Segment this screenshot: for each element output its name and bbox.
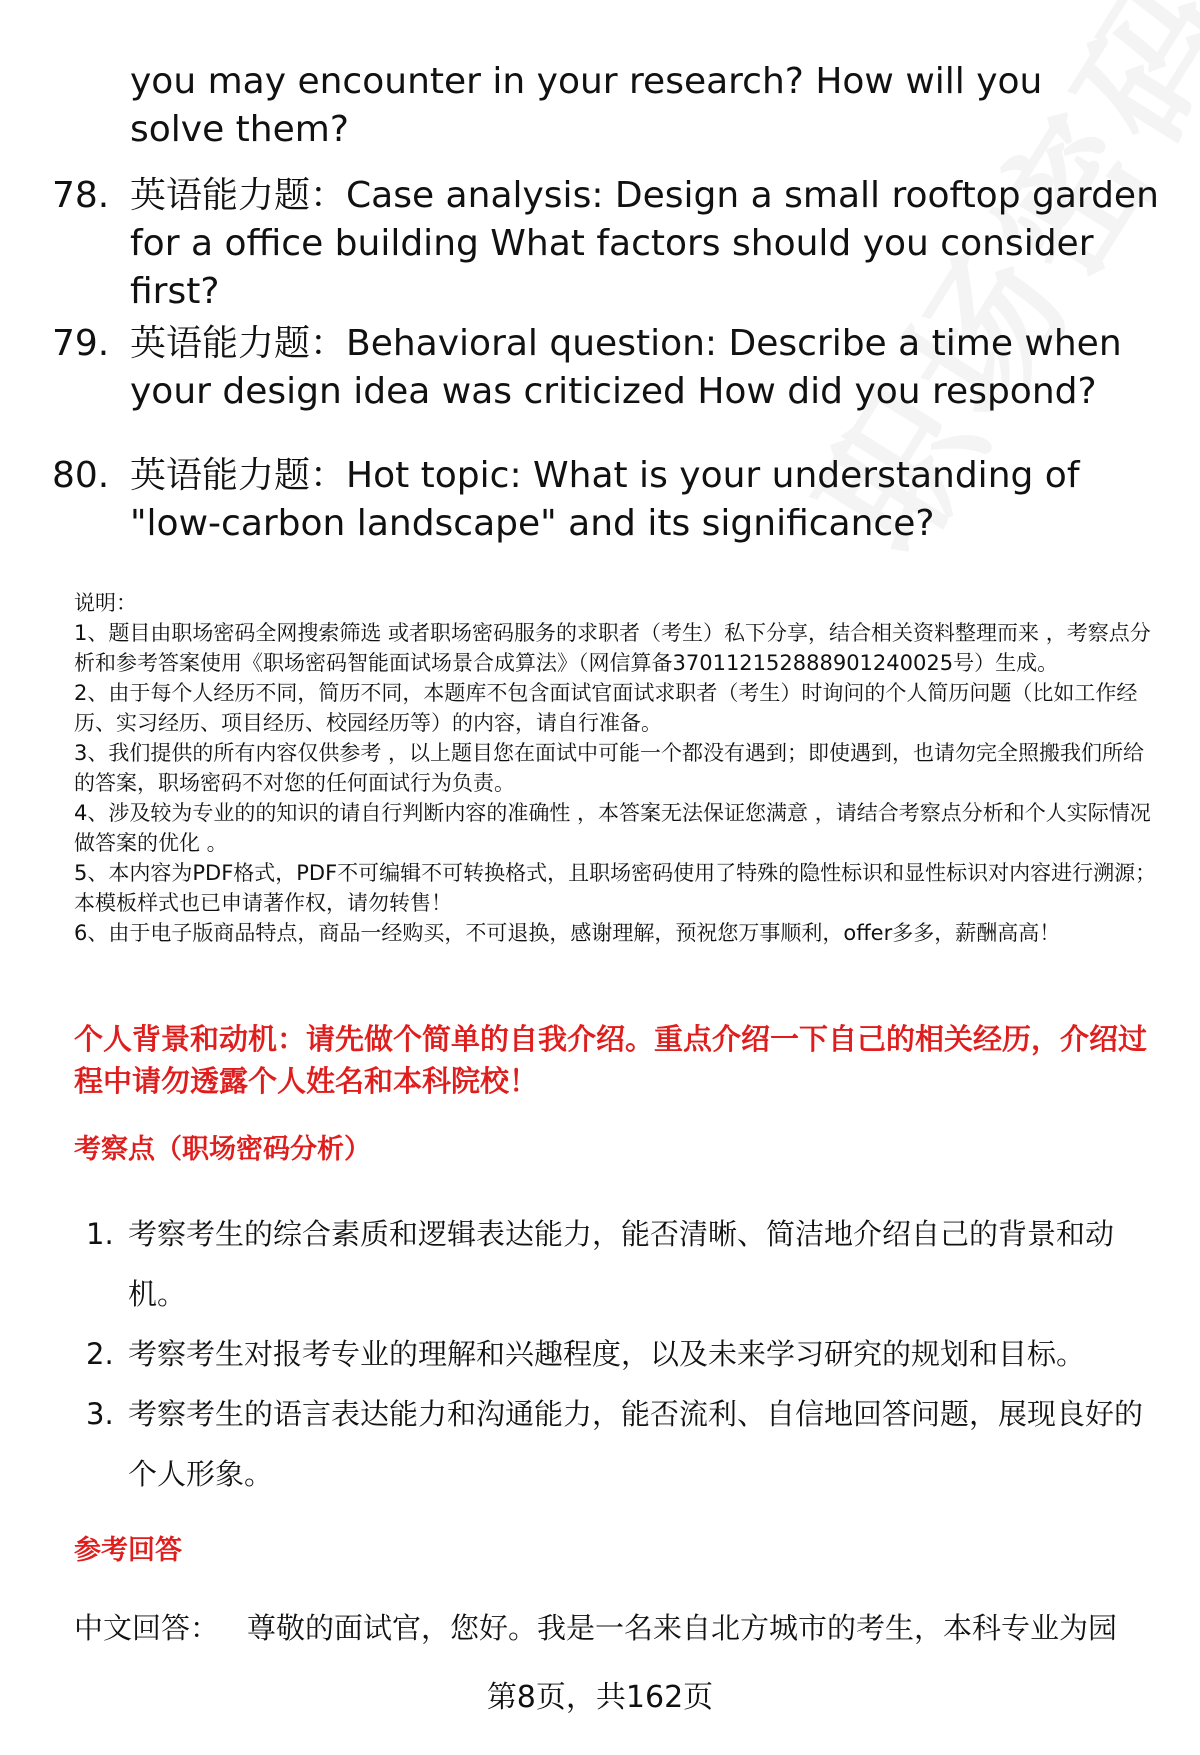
analysis-point-number: 1. — [86, 1217, 114, 1251]
question-number: 78. — [52, 175, 110, 216]
answer-paragraph — [74, 1606, 1154, 1650]
reference-heading: 参考回答 — [74, 1535, 182, 1566]
section-title: 个人背景和动机：请先做个简单的自我介绍。重点介绍一下自己的相关经历，介绍过程中请勿透露个人姓名和本科院校！ — [74, 1022, 1148, 1098]
question-number: 79. — [52, 323, 110, 364]
analysis-heading: 考察点（职场密码分析） — [74, 1134, 371, 1165]
question-text — [130, 172, 1160, 316]
question-prefix: 英语能力题： — [130, 323, 347, 364]
note-item: 2、由于每个人经历不同，简历不同，本题库不包含面试官面试求职者（考生）时询问的个人简历问题（比如工作经历、实习经历、项目经历、校园经历等）的内容，请自行准备。 — [74, 681, 1138, 735]
answer-text: 尊敬的面试官，您好。我是一名来自北方城市的考生，本科专业为园 — [247, 1611, 1118, 1645]
analysis-point-text: 考察考生的语言表达能力和沟通能力，能否流利、自信地回答问题，展现良好的个人形象。 — [128, 1397, 1144, 1491]
question-number: 80. — [52, 455, 110, 496]
note-item: 1、题目由职场密码全网搜索筛选 或者职场密码服务的求职者（考生）私下分享，结合相关资料整理而来 ，考察点分析和参考答案使用《职场密码智能面试场景合成算法》（网信算备370112152888901240025号）生成。 — [74, 621, 1151, 675]
question-prefix: 英语能力题： — [130, 455, 347, 496]
question-continuation: you may encounter in your research? How will you solve them? — [130, 61, 1043, 150]
note-item: 3、我们提供的所有内容仅供参考 ，以上题目您在面试中可能一个都没有遇到；即使遇到，也请勿完全照搬我们所给的答案，职场密码不对您的任何面试行为负责。 — [74, 741, 1145, 795]
question-prefix: 英语能力题： — [130, 175, 347, 216]
disclaimer-notes — [74, 588, 1164, 948]
analysis-point-text: 考察考生对报考专业的理解和兴趣程度，以及未来学习研究的规划和目标。 — [128, 1337, 1086, 1371]
analysis-point-number: 3. — [86, 1397, 114, 1431]
question-body: Case analysis: Design a small rooftop garden for a office building What factors should you consider first? — [130, 175, 1159, 312]
question-text — [130, 320, 1160, 416]
note-item: 6、由于电子版商品特点，商品一经购买，不可退换，感谢理解，预祝您万事顺利，offer多多，薪酬高高！ — [74, 921, 1061, 945]
analysis-point-number: 2. — [86, 1337, 114, 1371]
page-footer: 第8页，共162页 — [486, 1680, 714, 1715]
note-item: 4、涉及较为专业的的知识的请自行判断内容的准确性 ，本答案无法保证您满意 ，请结合考察点分析和个人实际情况做答案的优化 。 — [74, 801, 1151, 855]
note-item: 5、本内容为PDF格式，PDF不可编辑不可转换格式，且职场密码使用了特殊的隐性标识和显性标识对内容进行溯源；本模板样式也已申请著作权，请勿转售！ — [74, 861, 1157, 915]
analysis-point-text: 考察考生的综合素质和逻辑表达能力，能否清晰、简洁地介绍自己的背景和动机。 — [128, 1217, 1115, 1311]
question-body: Hot topic: What is your understanding of "low-carbon landscape" and its significance? — [130, 455, 1080, 544]
question-body: Behavioral question: Describe a time when your design idea was criticized How did you respond? — [130, 323, 1122, 412]
question-text — [130, 452, 1160, 548]
answer-label: 中文回答： — [74, 1611, 220, 1645]
notes-title: 说明： — [74, 591, 137, 615]
